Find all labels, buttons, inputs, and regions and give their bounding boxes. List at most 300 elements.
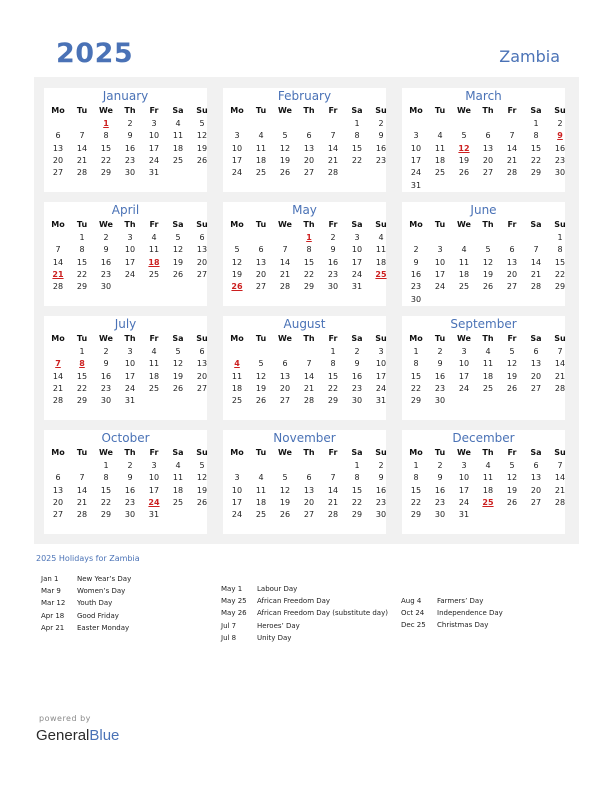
day-cell: 4 (175, 119, 181, 128)
holiday-row (41, 599, 131, 611)
brand-part-general: General (36, 727, 90, 744)
day-cell: 25 (482, 383, 494, 393)
day-cell: 21 (52, 383, 64, 393)
month-title: June (470, 203, 497, 217)
weekday-header: Th (482, 106, 494, 115)
country-name: Zambia (499, 47, 560, 66)
holidays-title: 2025 Holidays for Zambia (36, 554, 140, 563)
day-cell: 6 (485, 131, 491, 141)
weekday-header: Mo (51, 448, 65, 457)
day-cell: 16 (124, 485, 136, 495)
holiday-row (221, 585, 388, 597)
month-august (223, 316, 386, 420)
day-cell: 23 (554, 155, 566, 165)
holiday-row (221, 622, 388, 634)
day-cell: 18 (231, 383, 243, 393)
day-cell: 28 (327, 510, 339, 520)
weekday-header: Mo (230, 448, 244, 457)
day-cell: 13 (196, 359, 208, 369)
day-cell: 26 (458, 168, 470, 178)
day-cell: 18 (434, 155, 446, 165)
weekday-header: Mo (230, 220, 244, 229)
weekday-header: Mo (51, 334, 65, 343)
holiday-date: Mar 9 (41, 587, 61, 596)
day-cell: 18 (172, 143, 184, 153)
day-cell: 10 (231, 143, 243, 153)
month-october (44, 430, 207, 534)
day-cell: 4 (151, 233, 157, 242)
day-cell: 21 (327, 155, 339, 165)
weekday-header: Su (554, 106, 566, 115)
day-cell: 3 (461, 461, 467, 470)
day-cell: 7 (79, 473, 85, 483)
holiday-name: Independence Day (437, 609, 503, 618)
weekday-header: Sa (530, 334, 542, 343)
holiday-name: New Year’s Day (77, 575, 132, 583)
day-cell: 11 (148, 359, 160, 369)
day-cell: 9 (103, 359, 109, 369)
day-cell: 8 (354, 473, 360, 483)
day-cell: 7 (330, 473, 336, 483)
day-cell: 29 (303, 282, 315, 292)
day-cell: 11 (255, 485, 267, 495)
day-cell: 27 (303, 168, 315, 178)
holiday-date: Jul 8 (221, 633, 237, 642)
day-cell: 23 (124, 155, 136, 165)
holiday-name: African Freedom Day (substitute day) (257, 609, 388, 618)
day-cell: 7 (282, 245, 288, 255)
holiday-row (221, 597, 388, 609)
day-cell: 20 (279, 383, 291, 393)
day-cell: 6 (199, 233, 205, 242)
holiday-name: Farmers’ Day (437, 597, 484, 605)
day-cell: 28 (554, 383, 566, 393)
day-cell: 22 (410, 383, 422, 393)
day-cell: 11 (482, 473, 494, 483)
generalblue-logo[interactable] (36, 727, 119, 744)
day-cell: 29 (76, 282, 88, 292)
day-cell: 8 (533, 131, 539, 141)
weekday-header: Tu (434, 220, 446, 229)
holiday-name: Easter Monday (77, 623, 130, 632)
weekday-header: Th (482, 334, 494, 343)
holiday-column (41, 575, 131, 636)
day-cell: 3 (354, 233, 360, 242)
weekday-header: Sa (172, 106, 184, 115)
day-cell: 9 (437, 473, 443, 483)
day-cell: 22 (76, 269, 88, 279)
day-cell: 18 (148, 371, 160, 381)
weekday-header: Su (375, 106, 387, 115)
holiday-day: 12 (458, 143, 470, 153)
day-cell: 7 (79, 131, 85, 141)
day-cell: 11 (172, 131, 184, 141)
day-cell: 18 (482, 371, 494, 381)
holiday-name: Youth Day (77, 599, 113, 608)
holiday-row (41, 612, 131, 624)
weekday-header: Mo (230, 334, 244, 343)
day-cell: 29 (410, 510, 422, 520)
day-cell: 17 (458, 371, 470, 381)
holiday-row (221, 634, 388, 646)
weekday-header: We (278, 334, 292, 343)
day-cell: 10 (351, 245, 363, 255)
day-cell: 29 (410, 396, 422, 406)
weekday-header: Su (554, 334, 566, 343)
day-cell: 5 (199, 119, 205, 128)
weekday-header: Fr (507, 334, 517, 343)
day-cell: 27 (196, 383, 208, 393)
day-cell: 19 (231, 269, 243, 279)
day-cell: 21 (554, 485, 566, 495)
day-cell: 10 (458, 359, 470, 369)
holiday-date: May 25 (221, 597, 247, 606)
day-cell: 26 (506, 383, 518, 393)
weekday-header: Mo (230, 106, 244, 115)
day-cell: 19 (196, 143, 208, 153)
day-cell: 6 (55, 473, 61, 483)
weekday-header: Fr (149, 334, 159, 343)
day-cell: 10 (410, 143, 422, 153)
day-cell: 10 (375, 359, 387, 369)
day-cell: 30 (434, 396, 446, 406)
day-cell: 28 (530, 282, 542, 292)
weekday-header: Tu (255, 220, 267, 229)
weekday-header: Tu (76, 106, 88, 115)
day-cell: 6 (533, 461, 539, 470)
day-cell: 20 (530, 371, 542, 381)
day-cell: 20 (303, 497, 315, 507)
holiday-row (401, 609, 503, 621)
day-cell: 27 (482, 168, 494, 178)
weekday-header: Su (196, 448, 208, 457)
day-cell: 28 (506, 168, 518, 178)
day-cell: 13 (530, 359, 542, 369)
day-cell: 15 (76, 257, 88, 267)
day-cell: 5 (199, 461, 205, 470)
day-cell: 20 (52, 497, 64, 507)
day-cell: 26 (196, 155, 208, 165)
month-title: January (102, 89, 149, 103)
month-title: February (277, 89, 332, 103)
weekday-header: Mo (409, 220, 423, 229)
weekday-header: Sa (172, 448, 184, 457)
day-cell: 2 (378, 461, 384, 470)
weekday-header: Th (303, 220, 315, 229)
day-cell: 23 (100, 269, 112, 279)
day-cell: 26 (172, 269, 184, 279)
day-cell: 16 (434, 371, 446, 381)
day-cell: 1 (103, 461, 109, 470)
day-cell: 30 (124, 168, 136, 178)
day-cell: 21 (76, 155, 88, 165)
day-cell: 25 (255, 168, 267, 178)
holiday-day: 18 (148, 257, 160, 267)
day-cell: 18 (375, 257, 387, 267)
day-cell: 25 (458, 282, 470, 292)
day-cell: 17 (231, 497, 243, 507)
day-cell: 14 (327, 485, 339, 495)
day-cell: 5 (485, 245, 491, 255)
day-cell: 26 (196, 497, 208, 507)
day-cell: 23 (375, 155, 387, 165)
day-cell: 15 (100, 143, 112, 153)
day-cell: 13 (530, 473, 542, 483)
day-cell: 25 (434, 168, 446, 178)
day-cell: 19 (482, 269, 494, 279)
holiday-row (401, 597, 503, 609)
day-cell: 28 (303, 396, 315, 406)
day-cell: 14 (52, 257, 64, 267)
brand-part-blue: Blue (89, 727, 120, 744)
day-cell: 17 (148, 485, 160, 495)
day-cell: 27 (196, 269, 208, 279)
day-cell: 3 (437, 245, 443, 255)
day-cell: 3 (234, 131, 240, 141)
day-cell: 30 (375, 510, 387, 520)
weekday-header: Su (196, 106, 208, 115)
day-cell: 24 (458, 383, 470, 393)
day-cell: 24 (375, 383, 387, 393)
day-cell: 12 (279, 485, 291, 495)
day-cell: 6 (533, 347, 539, 356)
weekday-header: Sa (351, 220, 363, 229)
weekday-header: Su (375, 334, 387, 343)
day-cell: 9 (103, 245, 109, 255)
weekday-header: Sa (351, 448, 363, 457)
day-cell: 4 (461, 245, 467, 255)
day-cell: 9 (378, 131, 384, 141)
holiday-name: Heroes’ Day (257, 621, 300, 630)
day-cell: 16 (100, 371, 112, 381)
day-cell: 5 (461, 131, 467, 141)
day-cell: 5 (258, 359, 264, 369)
weekday-header: Mo (409, 106, 423, 115)
weekday-header: Tu (255, 106, 267, 115)
holiday-day: 1 (306, 233, 312, 242)
day-cell: 30 (100, 396, 112, 406)
holiday-row (41, 624, 131, 636)
holiday-date: May 1 (221, 585, 243, 593)
day-cell: 30 (100, 282, 112, 292)
day-cell: 28 (76, 168, 88, 178)
day-cell: 8 (557, 245, 563, 255)
day-cell: 11 (458, 257, 470, 267)
holiday-date: Jan 1 (41, 575, 59, 583)
day-cell: 21 (279, 269, 291, 279)
day-cell: 26 (506, 497, 518, 507)
day-cell: 24 (124, 269, 136, 279)
day-cell: 17 (124, 371, 136, 381)
day-cell: 26 (172, 383, 184, 393)
day-cell: 16 (327, 257, 339, 267)
day-cell: 17 (410, 155, 422, 165)
day-cell: 1 (354, 461, 360, 470)
day-cell: 21 (530, 269, 542, 279)
day-cell: 10 (148, 131, 160, 141)
day-cell: 15 (351, 485, 363, 495)
weekday-header: Sa (530, 220, 542, 229)
day-cell: 23 (434, 383, 446, 393)
weekday-header: Su (196, 334, 208, 343)
day-cell: 6 (306, 131, 312, 141)
weekday-header: Tu (434, 106, 446, 115)
weekday-header: We (278, 106, 292, 115)
weekday-header: Th (482, 220, 494, 229)
day-cell: 13 (196, 245, 208, 255)
holiday-date: Oct 24 (401, 609, 425, 618)
day-cell: 19 (172, 371, 184, 381)
day-cell: 8 (354, 131, 360, 141)
weekday-header: Th (482, 448, 494, 457)
day-cell: 22 (100, 155, 112, 165)
day-cell: 5 (282, 131, 288, 141)
holiday-day: 26 (231, 282, 243, 292)
day-cell: 3 (378, 347, 384, 356)
day-cell: 8 (413, 359, 419, 369)
day-cell: 5 (234, 245, 240, 255)
weekday-header: Mo (51, 220, 65, 229)
day-cell: 8 (79, 245, 85, 255)
holiday-day: 1 (103, 119, 109, 128)
day-cell: 30 (410, 294, 422, 304)
day-cell: 11 (255, 143, 267, 153)
weekday-header: We (457, 106, 471, 115)
day-cell: 3 (234, 473, 240, 483)
weekday-header: Fr (328, 448, 338, 457)
day-cell: 12 (172, 359, 184, 369)
day-cell: 23 (124, 497, 136, 507)
weekday-header: Fr (149, 448, 159, 457)
month-may (223, 202, 386, 306)
day-cell: 15 (327, 371, 339, 381)
day-cell: 12 (231, 257, 243, 267)
weekday-header: We (99, 448, 113, 457)
day-cell: 7 (306, 359, 312, 369)
weekday-header: Mo (51, 106, 65, 115)
day-cell: 14 (554, 473, 566, 483)
day-cell: 27 (530, 383, 542, 393)
day-cell: 11 (375, 245, 387, 255)
day-cell: 15 (100, 485, 112, 495)
day-cell: 26 (279, 510, 291, 520)
day-cell: 9 (437, 359, 443, 369)
weekday-header: We (99, 334, 113, 343)
day-cell: 13 (506, 257, 518, 267)
day-cell: 8 (103, 473, 109, 483)
day-cell: 9 (330, 245, 336, 255)
month-title: September (450, 317, 517, 331)
day-cell: 13 (303, 485, 315, 495)
day-cell: 1 (413, 347, 419, 356)
weekday-header: Fr (507, 220, 517, 229)
day-cell: 10 (124, 359, 136, 369)
day-cell: 3 (413, 131, 419, 141)
day-cell: 19 (279, 497, 291, 507)
weekday-header: Th (124, 220, 136, 229)
day-cell: 15 (76, 371, 88, 381)
holiday-day: 25 (482, 497, 494, 507)
holiday-day: 7 (55, 359, 61, 369)
day-cell: 16 (100, 257, 112, 267)
day-cell: 1 (354, 119, 360, 128)
day-cell: 30 (327, 282, 339, 292)
day-cell: 24 (410, 168, 422, 178)
holiday-date: Jul 7 (221, 621, 237, 630)
day-cell: 12 (482, 257, 494, 267)
holiday-column (221, 585, 388, 646)
weekday-header: Th (124, 448, 136, 457)
weekday-header: Sa (530, 448, 542, 457)
day-cell: 19 (196, 485, 208, 495)
day-cell: 17 (351, 257, 363, 267)
day-cell: 6 (55, 131, 61, 141)
day-cell: 6 (282, 359, 288, 369)
day-cell: 26 (255, 396, 267, 406)
day-cell: 20 (255, 269, 267, 279)
day-cell: 10 (124, 245, 136, 255)
day-cell: 31 (148, 510, 160, 520)
day-cell: 26 (482, 282, 494, 292)
day-cell: 22 (303, 269, 315, 279)
weekday-header: Mo (409, 448, 423, 457)
day-cell: 24 (458, 497, 470, 507)
day-cell: 1 (557, 233, 563, 242)
weekday-header: Mo (409, 334, 423, 343)
day-cell: 1 (533, 119, 539, 128)
day-cell: 14 (506, 143, 518, 153)
day-cell: 23 (434, 497, 446, 507)
day-cell: 2 (127, 461, 133, 470)
day-cell: 29 (76, 396, 88, 406)
weekday-header: Fr (149, 220, 159, 229)
day-cell: 28 (327, 168, 339, 178)
day-cell: 22 (100, 497, 112, 507)
day-cell: 25 (172, 155, 184, 165)
day-cell: 25 (172, 497, 184, 507)
day-cell: 23 (410, 282, 422, 292)
year-title: 2025 (56, 38, 134, 69)
day-cell: 29 (554, 282, 566, 292)
holiday-column (401, 597, 503, 634)
day-cell: 24 (351, 269, 363, 279)
day-cell: 31 (375, 396, 387, 406)
weekday-header: Tu (76, 220, 88, 229)
month-title: December (452, 431, 515, 445)
day-cell: 10 (434, 257, 446, 267)
holiday-day: 8 (79, 359, 85, 369)
day-cell: 1 (413, 461, 419, 470)
month-november (223, 430, 386, 534)
day-cell: 30 (351, 396, 363, 406)
day-cell: 25 (255, 510, 267, 520)
day-cell: 13 (52, 143, 64, 153)
day-cell: 2 (437, 347, 443, 356)
weekday-header: Th (124, 106, 136, 115)
day-cell: 8 (413, 473, 419, 483)
day-cell: 12 (196, 473, 208, 483)
day-cell: 16 (434, 485, 446, 495)
day-cell: 24 (231, 510, 243, 520)
day-cell: 18 (255, 155, 267, 165)
month-title: November (273, 431, 336, 445)
day-cell: 22 (76, 383, 88, 393)
day-cell: 8 (330, 359, 336, 369)
day-cell: 27 (255, 282, 267, 292)
day-cell: 3 (461, 347, 467, 356)
day-cell: 4 (437, 131, 443, 141)
day-cell: 8 (306, 245, 312, 255)
